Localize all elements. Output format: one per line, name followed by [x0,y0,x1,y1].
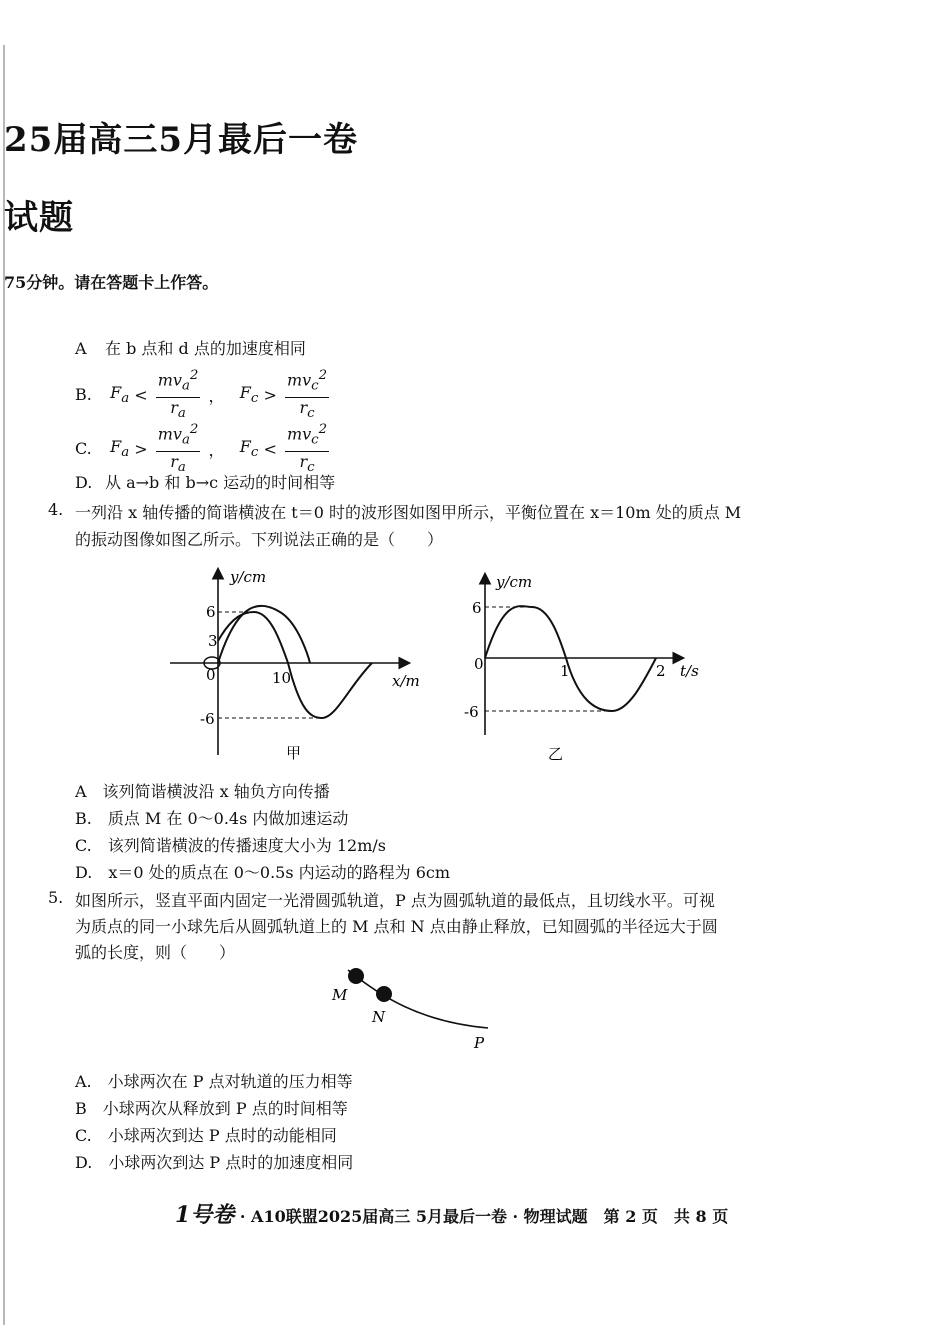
jia-xlabel: x/m [392,672,420,690]
label-p: P [474,1034,485,1052]
yi-tick-1: 1 [560,662,570,680]
q3-option-b: B. $F_a$ < $\frac{mv_a^2}{r_a}$ ， $F_c$ > $\frac{mv_c^2}{r_c}$ [75,368,328,421]
q5-number: 5. [48,888,64,907]
q3-option-d: D. 从 a→b 和 b→c 运动的时间相等 [75,473,336,492]
q5-option-a: A. 小球两次在 P 点对轨道的压力相等 [75,1072,353,1091]
jia-ylabel: y/cm [230,568,267,586]
q5-arc-diagram [320,960,520,1060]
q4-number: 4. [48,500,64,519]
label-n: N [372,1008,386,1026]
q4-option-d: D. x＝0 处的质点在 0～0.5s 内运动的路程为 6cm [75,863,451,882]
yi-tick-0: 0 [474,655,484,673]
yi-tick-neg6: -6 [464,703,479,721]
jia-tick-0: 0 [206,666,216,684]
yi-ylabel: y/cm [496,573,533,591]
q5-stem-line3: 弧的长度，则（ ） [75,943,236,962]
q5-option-b: B 小球两次从释放到 P 点的时间相等 [75,1099,348,1118]
label-m: M [332,986,348,1004]
q4-option-c: C. 该列简谐横波的传播速度大小为 12m/s [75,836,386,855]
page-footer [175,1198,728,1229]
ball-n [376,986,392,1002]
q4-stem-line1: 一列沿 x 轴传播的简谐横波在 t＝0 时的波形图如图甲所示，平衡位置在 x＝10m 处的质点 M [75,503,742,522]
q5-stem-line2: 为质点的同一小球先后从圆弧轨道上的 M 点和 N 点由静止释放，已知圆弧的半径远大于圆 [75,917,718,936]
jia-tick-3: 3 [208,632,218,650]
q4-option-a: A 该列简谐横波沿 x 轴负方向传播 [75,782,330,801]
q3-option-c: C. $F_a$ > $\frac{mv_a^2}{r_a}$ ， $F_c$ < $\frac{mv_c^2}{r_c}$ [75,422,328,475]
q5-option-d: D. 小球两次到达 P 点时的加速度相同 [75,1153,354,1172]
ball-m [348,968,364,984]
q4-graph-yi [460,565,710,770]
q4-graph-jia [160,560,430,770]
yi-tick-2: 2 [656,662,666,680]
q4-option-b: B. 质点 M 在 0～0.4s 内做加速运动 [75,809,349,828]
exam-subtitle: 试题 [4,198,74,238]
q5-option-c: C. 小球两次到达 P 点时的动能相同 [75,1126,337,1145]
jia-caption: 甲 [286,744,302,762]
q3-option-a: A 在 b 点和 d 点的加速度相同 [75,339,306,358]
jia-tick-10: 10 [272,669,292,687]
yi-xlabel: t/s [680,662,699,680]
footer-text: · A10联盟2025届高三 5月最后一卷 · 物理试题 第 2 页 共 8 页 [239,1207,729,1226]
exam-title: 25届高三5月最后一卷 [4,120,358,160]
yi-tick-6: 6 [472,599,482,617]
footer-logo: 1号卷 [175,1202,235,1228]
jia-tick-6: 6 [206,603,216,621]
q5-stem-line1: 如图所示，竖直平面内固定一光滑圆弧轨道，P 点为圆弧轨道的最低点，且切线水平。可视 [75,891,715,910]
yi-caption: 乙 [548,745,564,763]
exam-instruction: 75分钟。请在答题卡上作答。 [4,273,219,292]
jia-tick-neg6: -6 [200,710,215,728]
q4-stem-line2: 的振动图像如图乙所示。下列说法正确的是（ ） [75,530,444,549]
